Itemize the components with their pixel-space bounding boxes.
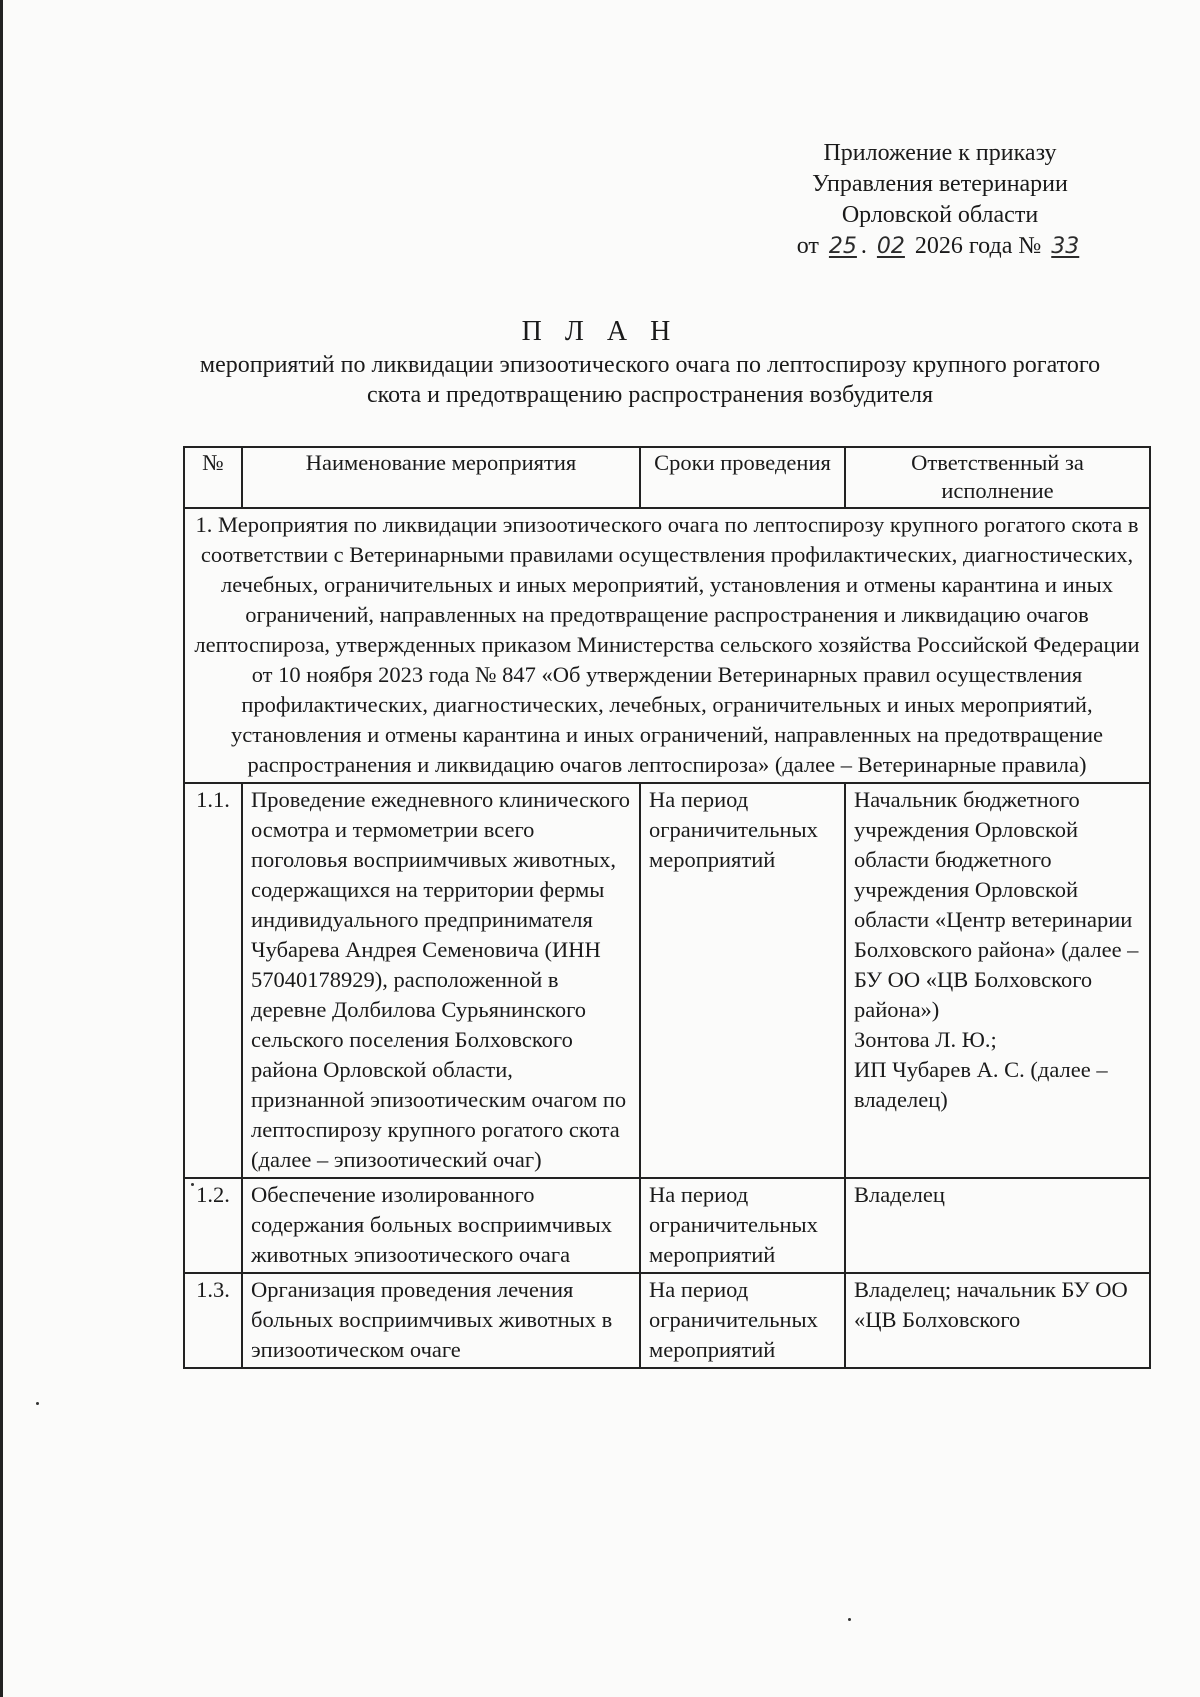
- table-header-row: [184, 447, 1150, 508]
- date-day-handwritten: 25: [828, 234, 857, 259]
- responsible-org: Начальник бюджетного учреждения Орловской области бюджетного учреждения Орловской области «Центр ветеринарии Болховского района» (далее – БУ ОО «ЦВ Болховского района»): [854, 787, 1139, 1022]
- measure-responsible: [845, 783, 1150, 1178]
- order-number-handwritten: 33: [1051, 234, 1080, 259]
- measure-responsible: Владелец: [845, 1178, 1150, 1273]
- table-row: [184, 1273, 1150, 1368]
- row-number: 1.1.: [184, 783, 242, 1178]
- measure-name: Проведение ежедневного клинического осмотра и термометрии всего поголовья восприимчивых животных, содержащихся на территории фермы индивидуального предпринимателя Чубарева Андрея Семеновича (ИНН 57040178929), расположенной в деревне Долбилова Сурьянинского сельского поселения Болховского района Орловской области, признанной эпизоотическим очагом по лептоспирозу крупного рогатого скота (далее – эпизоотический очаг): [242, 783, 640, 1178]
- measure-term: На период ограничительных мероприятий: [640, 1178, 845, 1273]
- measure-responsible: Владелец; начальник БУ ОО «ЦВ Болховского: [845, 1273, 1150, 1368]
- header-line-1: Приложение к приказу: [823, 140, 1057, 166]
- header-term: Сроки проведения: [640, 447, 845, 508]
- table-row: [184, 1178, 1150, 1273]
- section-row: [184, 508, 1150, 783]
- section-1-title: 1. Мероприятия по ликвидации эпизоотического очага по лептоспирозу крупного рогатого скота в соответствии с Ветеринарными правилами осуществления профилактических, диагностических, лечебных, ограничительных и иных мероприятий, установления и отмены карантина и иных ограничений, направленных на предотвращение распространения и ликвидацию очагов лептоспироза, утвержденных приказом Министерства сельского хозяйства Российской Федерации от 10 ноября 2023 года № 847 «Об утверждении Ветеринарных правил осуществления профилактических, диагностических, лечебных, ограничительных и иных мероприятий, установления и отмены карантина и иных ограничений, направленных на предотвращение распространения и ликвидацию очагов лептоспироза» (далее – Ветеринарные правила): [184, 508, 1150, 783]
- measures-table: [183, 446, 1151, 1369]
- header-date-line: от 25 . 02 2026 года № 33: [740, 231, 1140, 262]
- header-responsible: Ответственный за исполнение: [845, 447, 1150, 508]
- order-attachment-header: [740, 138, 1140, 262]
- table-row: [184, 783, 1150, 1178]
- header-line-3: Орловской области: [841, 202, 1039, 228]
- measure-term: На период ограничительных мероприятий: [640, 1273, 845, 1368]
- measure-name: Обеспечение изолированного содержания больных восприимчивых животных эпизоотического очага: [242, 1178, 640, 1273]
- row-number: 1.2.: [184, 1178, 242, 1273]
- header-num: №: [184, 447, 242, 508]
- measure-term: На период ограничительных мероприятий: [640, 783, 845, 1178]
- plan-title: П Л А Н: [521, 316, 679, 347]
- measure-name: Организация проведения лечения больных восприимчивых животных в эпизоотическом очаге: [242, 1273, 640, 1368]
- date-month-handwritten: 02: [876, 234, 905, 259]
- date-prefix: от: [796, 233, 819, 259]
- responsible-person: Зонтова Л. Ю.;: [854, 1027, 997, 1052]
- scan-speck: [36, 1402, 39, 1405]
- header-line-2: Управления ветеринарии: [812, 171, 1068, 197]
- responsible-owner: ИП Чубарев А. С. (далее – владелец): [854, 1057, 1108, 1112]
- row-number: 1.3.: [184, 1273, 242, 1368]
- plan-subtitle: мероприятий по ликвидации эпизоотического очага по лептоспирозу крупного рогатого скота и предотвращению распространения возбудителя: [199, 352, 1101, 408]
- scan-edge: [0, 0, 3, 1697]
- scan-speck: [848, 1618, 851, 1621]
- header-name: Наименование мероприятия: [242, 447, 640, 508]
- date-year: 2026 года №: [914, 233, 1042, 259]
